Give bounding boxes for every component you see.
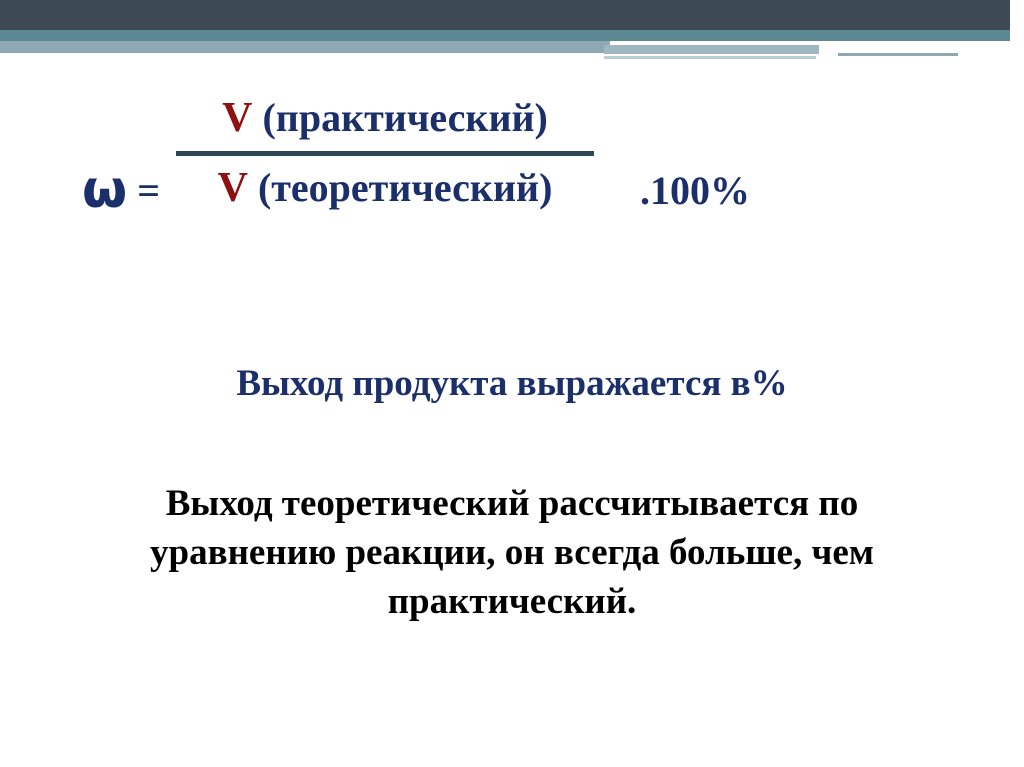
denominator-label: (теоретический) <box>257 164 553 210</box>
fraction-numerator <box>222 90 548 147</box>
formula-fraction <box>176 90 594 216</box>
header-thin-bar-secondary <box>604 56 816 59</box>
numerator-v-symbol: V <box>222 95 253 141</box>
fraction-bar <box>176 151 594 156</box>
fraction-denominator <box>218 160 553 217</box>
header-dark-bar <box>0 0 1024 30</box>
yield-percent-note: Выход продукта выражается в% <box>236 363 788 404</box>
denominator-v-symbol: V <box>217 164 248 211</box>
formula-multiplier: .100% <box>640 167 750 213</box>
header-steel-bar <box>0 41 610 53</box>
numerator-label: (практический) <box>262 95 548 140</box>
omega-symbol: ω <box>82 160 128 221</box>
slide-content <box>0 70 1024 767</box>
slide-header-decoration <box>0 0 1024 70</box>
header-thin-bar <box>838 53 958 56</box>
header-dark-bar-cap <box>1010 0 1024 30</box>
header-steel-bar-secondary <box>604 45 819 54</box>
equals-sign: = <box>137 167 160 213</box>
explanation-paragraph: Выход теоретический рассчитывается по уравнению реакции, он всегда больше, чем практический. <box>150 483 874 622</box>
yield-formula <box>0 90 1024 221</box>
header-teal-bar <box>0 30 1010 41</box>
